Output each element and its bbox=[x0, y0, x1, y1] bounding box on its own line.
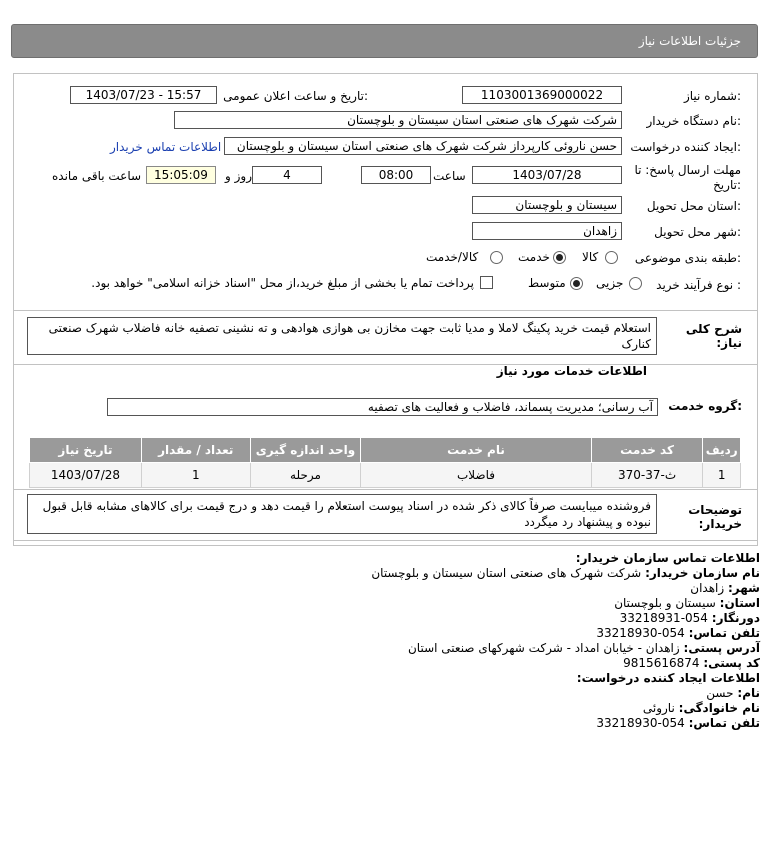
contact-postal: کد پستی: 9815616874 bbox=[623, 656, 760, 670]
creator-label: ایجاد کننده درخواست: bbox=[630, 140, 741, 154]
service-group-field[interactable]: آب رسانی؛ مدیریت پسماند، فاضلاب و فعالیت های تصفیه bbox=[107, 398, 658, 416]
days-label: روز و bbox=[225, 169, 252, 183]
need-number-label: شماره نیاز: bbox=[683, 89, 741, 103]
contact-title: اطلاعات تماس سازمان خریدار: bbox=[575, 551, 760, 565]
treasury-checkbox[interactable] bbox=[480, 276, 493, 289]
deadline-label: مهلت ارسال پاسخ: تا bbox=[634, 163, 741, 177]
deadline-time-field[interactable]: 08:00 bbox=[361, 166, 431, 184]
category-service-label: خدمت bbox=[518, 250, 550, 264]
category-goods-radio[interactable] bbox=[605, 251, 618, 264]
buyer-notes-label: توضیحات خریدار: bbox=[688, 503, 742, 531]
col-row: ردیف bbox=[703, 438, 741, 463]
cell-row: 1 bbox=[703, 463, 741, 488]
service-group-label: گروه خدمت: bbox=[668, 399, 742, 413]
buyer-contact-link[interactable]: اطلاعات تماس خریدار bbox=[110, 140, 222, 154]
contact-address: آدرس پستی: زاهدان - خیابان امداد - شرکت شهرکهای صنعتی استان bbox=[407, 641, 760, 655]
contact-fax: دورنگار: 054-33218931 bbox=[619, 611, 760, 625]
cell-service-code: ث-37-370 bbox=[591, 463, 703, 488]
category-service-radio[interactable] bbox=[553, 251, 566, 264]
description-label: شرح کلی نیاز: bbox=[685, 322, 742, 350]
services-table bbox=[29, 437, 741, 488]
creator-family: نام خانوادگی: ناروئی bbox=[642, 701, 760, 715]
remaining-label: ساعت باقی مانده bbox=[52, 169, 142, 183]
buyer-org-field[interactable]: شرکت شهرک های صنعتی استان سیستان و بلوچستان bbox=[174, 111, 622, 129]
col-need-date: تاریخ نیاز bbox=[30, 438, 142, 463]
cell-unit: مرحله bbox=[250, 463, 361, 488]
category-goods-service-label: کالا/خدمت bbox=[426, 250, 479, 264]
contact-province: استان: سیستان و بلوچستان bbox=[614, 596, 760, 610]
city-label: شهر محل تحویل: bbox=[654, 225, 741, 239]
process-medium-label: متوسط bbox=[528, 276, 566, 290]
cell-need-date: 1403/07/28 bbox=[30, 463, 142, 488]
contact-city: شهر: زاهدان bbox=[690, 581, 760, 595]
time-label: ساعت bbox=[433, 169, 466, 183]
process-medium-radio[interactable] bbox=[570, 277, 583, 290]
treasury-text: پرداخت تمام یا بخشی از مبلغ خرید،از محل "اسناد خزانه اسلامی" خواهد بود. bbox=[91, 276, 474, 290]
creator-field[interactable]: حسن ناروئی کارپرداز شرکت شهرک های صنعتی استان سیستان و بلوچستان bbox=[224, 137, 622, 155]
buyer-notes-text: فروشنده میبایست صرفاً کالای ذکر شده در اسناد پیوست استعلام را قیمت دهد و درج قیمت برای کالاهای مشابه قابل قبول نبوده و پیشنهاد رد میگردد bbox=[27, 494, 657, 534]
description-text: استعلام قیمت خرید پکینگ لاملا و مدیا ثابت جهت مخازن بی هوازی هوادهی و ته نشینی تصفیه خانه فاضلاب شهرک صنعتی کنارک bbox=[27, 317, 657, 355]
creator-name: نام: حسن bbox=[706, 686, 760, 700]
process-minor-label: جزیی bbox=[596, 276, 624, 290]
deadline-date-field[interactable]: 1403/07/28 bbox=[472, 166, 622, 184]
table-header-row bbox=[30, 438, 741, 463]
buyer-org-label: نام دستگاه خریدار: bbox=[646, 114, 741, 128]
category-goods-service-radio[interactable] bbox=[490, 251, 503, 264]
cell-quantity: 1 bbox=[141, 463, 250, 488]
col-unit: واحد اندازه گیری bbox=[250, 438, 361, 463]
city-field[interactable]: زاهدان bbox=[472, 222, 622, 240]
col-quantity: تعداد / مقدار bbox=[141, 438, 250, 463]
announce-datetime-field[interactable]: 1403/07/23 - 15:57 bbox=[70, 86, 217, 104]
process-minor-radio[interactable] bbox=[629, 277, 642, 290]
creator-info-title: اطلاعات ایجاد کننده درخواست: bbox=[576, 671, 760, 685]
services-section-title: اطلاعات خدمات مورد نیاز bbox=[496, 364, 647, 378]
contact-org: نام سازمان خریدار: شرکت شهرک های صنعتی استان سیستان و بلوچستان bbox=[371, 566, 760, 580]
page-title: جزئیات اطلاعات نیاز bbox=[638, 34, 741, 48]
province-field[interactable]: سیستان و بلوچستان bbox=[472, 196, 622, 214]
creator-phone: تلفن تماس: 054-33218930 bbox=[596, 716, 760, 730]
category-goods-label: کالا bbox=[582, 250, 599, 264]
category-label: طبقه بندی موضوعی: bbox=[634, 251, 741, 265]
cell-service-name: فاضلاب bbox=[361, 463, 591, 488]
process-label: نوع فرآیند خرید : bbox=[656, 278, 741, 292]
announce-label: تاریخ و ساعت اعلان عمومی: bbox=[223, 89, 368, 103]
days-field[interactable]: 4 bbox=[252, 166, 322, 184]
province-label: استان محل تحویل: bbox=[646, 199, 741, 213]
need-number-field[interactable]: 1103001369000022 bbox=[462, 86, 622, 104]
deadline-date-label: تاریخ: bbox=[713, 178, 741, 192]
page-header bbox=[11, 24, 758, 58]
table-row[interactable] bbox=[30, 463, 741, 488]
contact-phone: تلفن تماس: 054-33218930 bbox=[596, 626, 760, 640]
col-service-code: کد خدمت bbox=[591, 438, 703, 463]
col-service-name: نام خدمت bbox=[361, 438, 591, 463]
remaining-time-field: 15:05:09 bbox=[146, 166, 216, 184]
